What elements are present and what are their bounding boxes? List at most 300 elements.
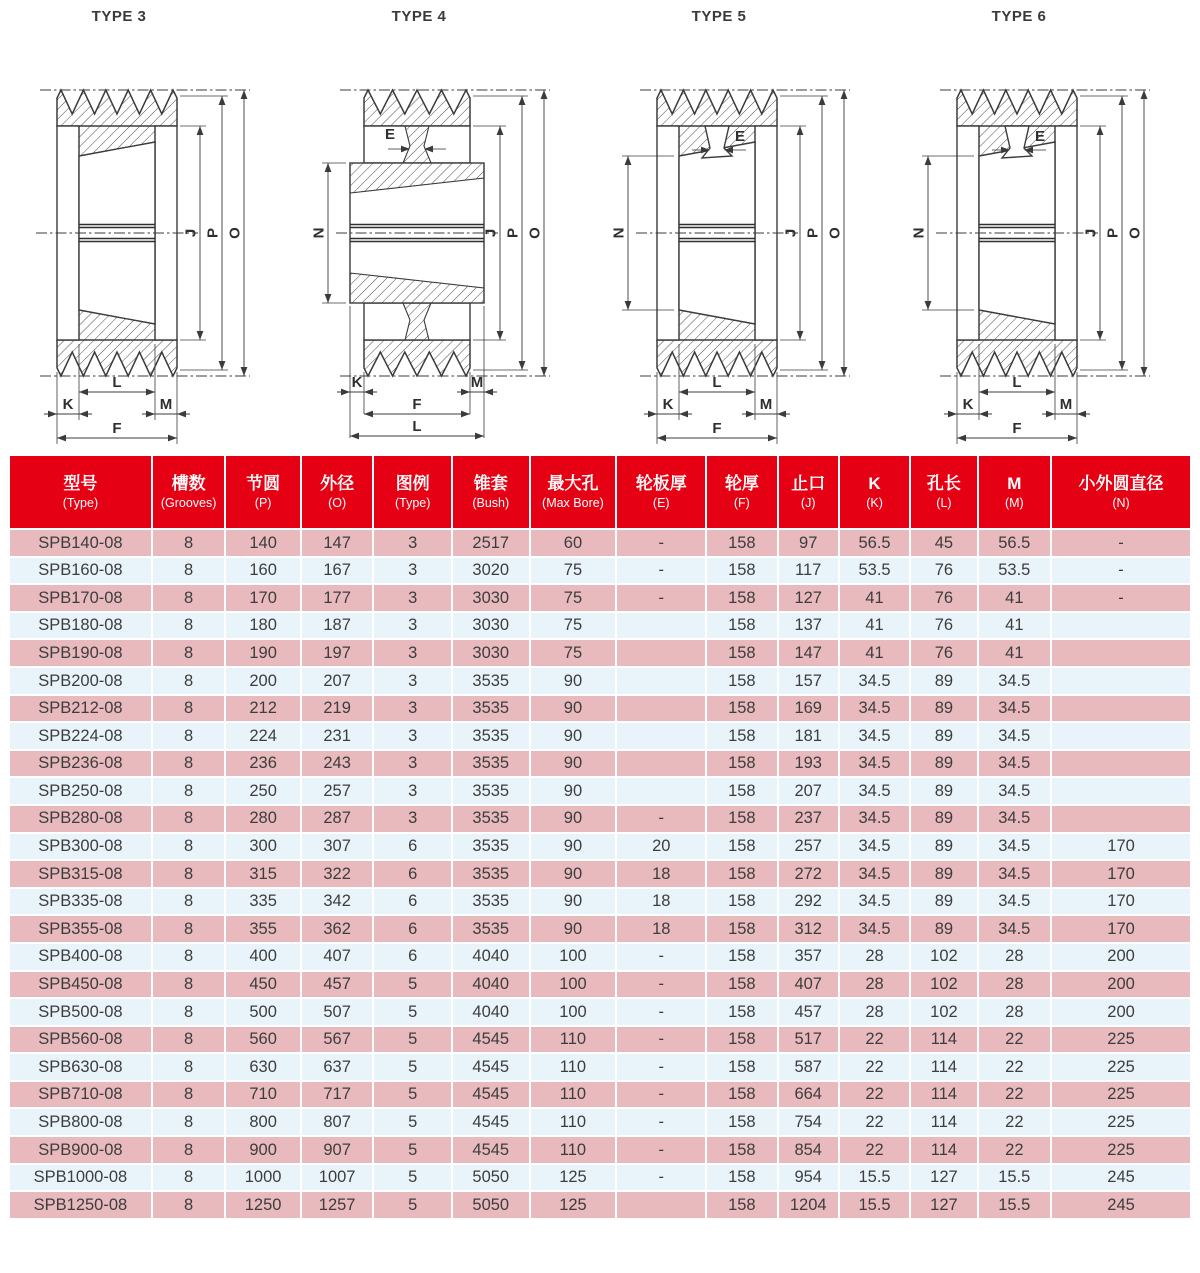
cell: 6 [373,915,452,943]
cell: 158 [706,805,777,833]
cell: 110 [530,1081,617,1109]
table-row [9,888,1191,916]
table-row [9,612,1191,640]
pulley-drawing [300,28,600,452]
cell: 8 [152,1108,225,1136]
cell: 1250 [225,1191,301,1219]
cell [1051,777,1191,805]
cell: SPB560-08 [9,1026,152,1054]
cell: - [616,529,706,557]
dim-label: J [482,228,500,238]
cell [616,722,706,750]
column-header [978,455,1051,529]
cell: 28 [978,998,1051,1026]
cell: 18 [616,860,706,888]
column-header [9,455,152,529]
cell: 507 [301,998,374,1026]
cell: - [616,1026,706,1054]
cell: - [616,1108,706,1136]
diagram-title: TYPE 5 [691,8,747,25]
column-header-en: (Grooves) [160,495,217,510]
pulley-drawing [600,28,900,452]
table-row [9,1136,1191,1164]
cell: SPB800-08 [9,1108,152,1136]
dim-label: L [412,418,422,435]
table-row [9,1053,1191,1081]
cell: SPB1250-08 [9,1191,152,1219]
cell: SPB180-08 [9,612,152,640]
cell: 75 [530,584,617,612]
cell: 170 [1051,888,1191,916]
dim-label: F [712,420,722,437]
cell: 90 [530,667,617,695]
column-header [530,455,617,529]
cell [1051,695,1191,723]
cell: 22 [978,1053,1051,1081]
cell: 3 [373,695,452,723]
dim-label: J [1082,228,1100,238]
cell: 15.5 [978,1191,1051,1219]
cell: 22 [839,1108,910,1136]
cell: 8 [152,584,225,612]
cell: 187 [301,612,374,640]
cell: 3535 [452,695,530,723]
cell: - [616,943,706,971]
cell: 15.5 [839,1191,910,1219]
cell: 8 [152,971,225,999]
cell: 3535 [452,915,530,943]
cell: 807 [301,1108,374,1136]
column-header-zh: 锥套 [473,473,508,493]
column-header [373,455,452,529]
cell: 90 [530,722,617,750]
cell: 6 [373,860,452,888]
cell: 717 [301,1081,374,1109]
pulley-diagram-type-5 [600,6,900,452]
cell: 225 [1051,1081,1191,1109]
cell [616,777,706,805]
cell: 89 [910,777,977,805]
pulley-drawing [0,28,300,452]
dim-label: F [1012,420,1022,437]
cell: SPB900-08 [9,1136,152,1164]
cell: 158 [706,777,777,805]
table-row [9,584,1191,612]
dim-label: M [759,396,773,413]
pulley-diagram-type-6 [900,6,1200,452]
cell: 18 [616,888,706,916]
column-header-en: (E) [652,495,670,510]
cell: 110 [530,1053,617,1081]
table-row [9,1026,1191,1054]
cell: 8 [152,888,225,916]
cell: 4545 [452,1136,530,1164]
cell: - [616,557,706,585]
table-row [9,943,1191,971]
cell: 45 [910,529,977,557]
cell: SPB200-08 [9,667,152,695]
cell: 90 [530,915,617,943]
cell: 200 [225,667,301,695]
cell [1051,612,1191,640]
cell: 900 [225,1136,301,1164]
cell: 158 [706,998,777,1026]
dim-label: O [1126,227,1144,239]
cell: 5 [373,1164,452,1192]
cell: 34.5 [839,722,910,750]
cell: 34.5 [978,915,1051,943]
column-header [152,455,225,529]
cell: 630 [225,1053,301,1081]
cell: 127 [778,584,839,612]
cell: 3535 [452,750,530,778]
cell: 6 [373,943,452,971]
cell: 4545 [452,1081,530,1109]
column-header-zh: 型号 [63,473,98,493]
cell: 102 [910,998,977,1026]
cell: 15.5 [839,1164,910,1192]
cell: 41 [978,639,1051,667]
cell: 137 [778,612,839,640]
cell: 225 [1051,1136,1191,1164]
cell: 60 [530,529,617,557]
dim-label: N [910,227,928,239]
cell: 587 [778,1053,839,1081]
column-header-zh: 图例 [395,473,430,493]
cell: 8 [152,1191,225,1219]
cell: SPB140-08 [9,529,152,557]
cell: 3 [373,639,452,667]
cell: 342 [301,888,374,916]
cell: SPB224-08 [9,722,152,750]
table-row [9,1191,1191,1219]
cell: 181 [778,722,839,750]
cell: 125 [530,1191,617,1219]
diagram-title: TYPE 3 [91,8,147,25]
cell: 110 [530,1136,617,1164]
cell: 41 [839,612,910,640]
cell: 954 [778,1164,839,1192]
cell: 158 [706,1053,777,1081]
cell: 34.5 [839,860,910,888]
table-row [9,971,1191,999]
cell: 3535 [452,667,530,695]
cell: 158 [706,1108,777,1136]
cell: 158 [706,971,777,999]
cell: 100 [530,971,617,999]
cell: 170 [225,584,301,612]
cell: 197 [301,639,374,667]
dim-label: O [226,227,244,239]
column-header-en: (J) [800,495,816,510]
cell: 287 [301,805,374,833]
table-row [9,1164,1191,1192]
cell: 207 [778,777,839,805]
cell: 4040 [452,943,530,971]
cell: 3 [373,557,452,585]
cell: 754 [778,1108,839,1136]
cell: 3020 [452,557,530,585]
pulley-geometry [911,90,1151,444]
cell [1051,805,1191,833]
cell: 28 [839,998,910,1026]
cell: 8 [152,1026,225,1054]
cell: 117 [778,557,839,585]
cell: 8 [152,998,225,1026]
cell: 110 [530,1026,617,1054]
cell: 4545 [452,1108,530,1136]
cell: 1000 [225,1164,301,1192]
diagram-title: TYPE 4 [391,8,447,25]
cell: 89 [910,667,977,695]
cell: 28 [978,943,1051,971]
cell: 22 [978,1136,1051,1164]
cell: 200 [1051,943,1191,971]
cell: - [616,1136,706,1164]
dim-label: J [782,228,800,238]
cell: SPB212-08 [9,695,152,723]
cell: 5 [373,1081,452,1109]
cell: SPB710-08 [9,1081,152,1109]
cell: 1204 [778,1191,839,1219]
cell: 3 [373,750,452,778]
cell: 140 [225,529,301,557]
cell: 90 [530,805,617,833]
cell: SPB160-08 [9,557,152,585]
table-row [9,750,1191,778]
cell [616,750,706,778]
pulley-diagrams [0,0,1200,452]
dim-label: O [526,227,544,239]
column-header-en: (Max Bore) [542,495,604,510]
cell: 90 [530,860,617,888]
pulley-drawing-svg [900,28,1200,452]
cell: 3 [373,777,452,805]
cell: 4040 [452,971,530,999]
cell: 114 [910,1136,977,1164]
cell: 292 [778,888,839,916]
dim-label: L [1012,374,1022,391]
cell: 89 [910,695,977,723]
cell: 225 [1051,1053,1191,1081]
column-header-en: (Type) [62,495,99,510]
cell: 907 [301,1136,374,1164]
cell: 114 [910,1081,977,1109]
cell: SPB450-08 [9,971,152,999]
cell: 90 [530,888,617,916]
cell: 158 [706,1164,777,1192]
cell: 245 [1051,1164,1191,1192]
cell: 97 [778,529,839,557]
column-header-en: (F) [733,495,750,510]
cell: SPB300-08 [9,833,152,861]
cell: 56.5 [978,529,1051,557]
cell: 34.5 [978,722,1051,750]
cell [1051,639,1191,667]
dim-label: M [470,374,484,391]
cell [616,639,706,667]
table-row [9,833,1191,861]
cell: 3 [373,722,452,750]
cell: SPB335-08 [9,888,152,916]
cell [616,1191,706,1219]
cell: - [1051,529,1191,557]
cell: 22 [839,1053,910,1081]
cell: 76 [910,639,977,667]
cell: 8 [152,1053,225,1081]
cell: 41 [978,584,1051,612]
cell: SPB170-08 [9,584,152,612]
cell: 89 [910,860,977,888]
cell: 8 [152,639,225,667]
cell: 22 [978,1026,1051,1054]
cell: 147 [778,639,839,667]
dim-label: F [412,396,422,413]
cell: 158 [706,529,777,557]
cell: 34.5 [839,777,910,805]
cell: 500 [225,998,301,1026]
dim-label: J [182,228,200,238]
cell: 6 [373,888,452,916]
column-header-en: (L) [936,495,952,510]
pulley-geometry [311,90,551,439]
cell: 170 [1051,915,1191,943]
column-header [839,455,910,529]
cell: SPB280-08 [9,805,152,833]
cell: 20 [616,833,706,861]
cell: - [616,971,706,999]
cell: 158 [706,557,777,585]
dim-label: N [610,227,628,239]
cell: 158 [706,722,777,750]
cell: 34.5 [978,805,1051,833]
cell: SPB630-08 [9,1053,152,1081]
column-header-zh: 外径 [320,473,355,493]
cell: 315 [225,860,301,888]
cell: SPB355-08 [9,915,152,943]
column-header-en: (K) [866,495,883,510]
cell: 8 [152,529,225,557]
column-header-en: (P) [254,495,272,510]
column-header [910,455,977,529]
cell: 1257 [301,1191,374,1219]
cell: 237 [778,805,839,833]
column-header-zh: 最大孔 [547,473,599,493]
dim-label: K [962,396,974,413]
cell: 6 [373,833,452,861]
cell: 158 [706,750,777,778]
cell: 90 [530,695,617,723]
dim-label: L [112,374,122,391]
column-header [301,455,374,529]
pulley-diagram-type-4 [300,6,600,452]
cell: 53.5 [978,557,1051,585]
cell: 5050 [452,1191,530,1219]
cell: 3 [373,805,452,833]
cell: 34.5 [839,750,910,778]
column-header [1051,455,1191,529]
cell: - [1051,557,1191,585]
cell: 34.5 [978,860,1051,888]
cell: 158 [706,1026,777,1054]
cell: 34.5 [839,915,910,943]
cell: 5 [373,971,452,999]
cell: 4040 [452,998,530,1026]
cell [616,667,706,695]
cell: 180 [225,612,301,640]
cell: 34.5 [839,695,910,723]
cell: 280 [225,805,301,833]
column-header [616,455,706,529]
cell: 110 [530,1108,617,1136]
table-row [9,639,1191,667]
spec-table-body [9,529,1191,1219]
cell: 15.5 [978,1164,1051,1192]
cell: 8 [152,777,225,805]
cell: 190 [225,639,301,667]
table-row [9,722,1191,750]
cell: 158 [706,1191,777,1219]
cell: SPB1000-08 [9,1164,152,1192]
cell: 3535 [452,833,530,861]
column-header-en: (Type) [394,495,431,510]
cell: 158 [706,1136,777,1164]
table-row [9,860,1191,888]
cell: - [616,584,706,612]
pulley-drawing-svg [600,28,900,452]
dim-label: M [1059,396,1073,413]
cell: SPB190-08 [9,639,152,667]
cell: - [616,805,706,833]
cell: 560 [225,1026,301,1054]
cell: 41 [839,639,910,667]
cell: 212 [225,695,301,723]
table-row [9,805,1191,833]
cell: 3535 [452,860,530,888]
cell: 158 [706,695,777,723]
cell: 34.5 [839,805,910,833]
header-row [9,455,1191,529]
cell: 3 [373,612,452,640]
cell: 28 [839,943,910,971]
cell: 5 [373,1136,452,1164]
cell: 41 [978,612,1051,640]
cell: 125 [530,1164,617,1192]
cell: 457 [778,998,839,1026]
cell: - [1051,584,1191,612]
column-header-en: (Bush) [472,495,510,510]
cell: 207 [301,667,374,695]
cell: 100 [530,998,617,1026]
cell: 3 [373,667,452,695]
pulley-drawing-svg [0,28,300,452]
cell: 76 [910,612,977,640]
cell: 89 [910,805,977,833]
cell: 147 [301,529,374,557]
dim-label: E [734,128,746,145]
dim-label: O [826,227,844,239]
dim-label: N [310,227,328,239]
dim-label: L [712,374,722,391]
cell: SPB236-08 [9,750,152,778]
cell: 3030 [452,639,530,667]
table-row [9,667,1191,695]
cell: 355 [225,915,301,943]
cell: 8 [152,695,225,723]
cell: 5 [373,1026,452,1054]
cell: 231 [301,722,374,750]
dim-label: E [384,126,396,143]
